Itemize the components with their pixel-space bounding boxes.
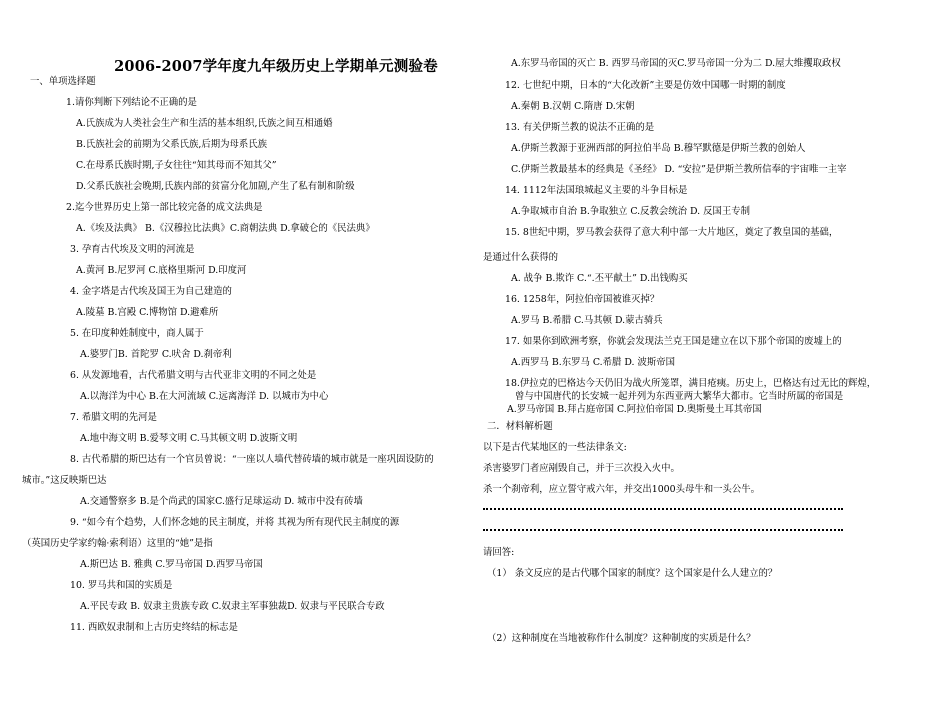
left-text-line: A.陵墓 B.宫殿 C.博物馆 D.避难所 <box>76 307 219 318</box>
right-text-line: A. 战争 B.欺诈 C.“.丕平献土” D.出钱购买 <box>511 273 688 284</box>
right-text-line: 13. 有关伊斯兰教的说法不正确的是 <box>505 122 655 133</box>
right-text-line: 12. 七世纪中期，日本的“大化改新”主要是仿效中国哪一时期的制度 <box>505 80 786 91</box>
answer-dotted-line <box>483 508 843 510</box>
left-text-line: A.以海洋为中心 B.在大河流域 C.远离海洋 D. 以城市为中心 <box>80 391 329 402</box>
right-text-line: 18.伊拉克的巴格达今天仍旧为战火所笼罩，满目疮痍。历史上，巴格达有过无比的辉煌， <box>505 378 877 389</box>
left-text-line: D.父系氏族社会晚期,氏族内部的贫富分化加剧,产生了私有制和阶级 <box>76 181 355 192</box>
left-text-line: （英国历史学家约翰·索利语）这里的“她”是指 <box>22 538 213 549</box>
right-text-line: A.西罗马 B.东罗马 C.希腊 D. 波斯帝国 <box>511 357 676 368</box>
right-text-line: 请回答: <box>483 547 515 558</box>
left-text-line: A.《埃及法典》 B.《汉穆拉比法典》C.商朝法典 D.拿破仑的《民法典》 <box>76 223 375 234</box>
left-text-line: A.黄河 B.尼罗河 C.底格里斯河 D.印度河 <box>76 265 247 276</box>
right-text-line: A.东罗马帝国的灭亡 B. 西罗马帝国的灭C.罗马帝国一分为二 D.屋大维攫取政权 <box>511 58 841 69</box>
left-text-line: 11. 西欧奴隶制和上古历史终结的标志是 <box>70 622 238 633</box>
left-text-line: 6. 从发源地看，古代希腊文明与古代亚非文明的不同之处是 <box>70 370 317 381</box>
right-text-line: A.罗马帝国 B.拜占庭帝国 C.阿拉伯帝国 D.奥斯曼土耳其帝国 <box>507 404 762 415</box>
left-text-line: 9. “如今有个趋势，人们怀念她的民主制度，并将 其视为所有现代民主制度的源 <box>70 517 400 528</box>
right-text-line: A.罗马 B.希腊 C.马其顿 D.蒙古骑兵 <box>511 315 663 326</box>
right-text-line: 杀一个刹帝利，应立誓守戒六年，并交出1000头母牛和一头公牛。 <box>483 484 760 495</box>
left-text-line: A.斯巴达 B. 雅典 C.罗马帝国 D.西罗马帝国 <box>80 559 263 570</box>
left-text-line: 2.迄今世界历史上第一部比较完备的成文法典是 <box>66 202 263 213</box>
left-text-line: 3. 孕育古代埃及文明的河流是 <box>70 244 195 255</box>
right-text-line: 二．材料解析题 <box>487 421 553 432</box>
left-text-line: A.氏族成为人类社会生产和生活的基本组织,氏族之间互相通婚 <box>76 118 333 129</box>
left-text-line: A.地中海文明 B.爱琴文明 C.马其顿文明 D.波斯文明 <box>80 433 298 444</box>
right-text-line: 14. 1112年法国琅城起义主要的斗争目标是 <box>505 185 688 196</box>
right-text-line: （2）这种制度在当地被称作什么制度？这种制度的实质是什么？ <box>487 633 756 644</box>
right-text-line: 曾与中国唐代的长安城一起并列为东西亚两大繁华大都市。它当时所属的帝国是 <box>515 391 844 402</box>
right-text-line: 杀害婆罗门者应剐毁自己，并于三次投入火中。 <box>483 463 680 474</box>
left-text-line: B.氏族社会的前期为父系氏族,后期为母系氏族 <box>76 139 267 150</box>
left-text-line: 5. 在印度种姓制度中，商人属于 <box>70 328 204 339</box>
right-text-line: 16. 1258年，阿拉伯帝国被谁灭掉？ <box>505 294 660 305</box>
left-text-line: A.平民专政 B. 奴隶主贵族专政 C.奴隶主军事独裁D. 奴隶与平民联合专政 <box>80 601 385 612</box>
left-text-line: 4. 金字塔是古代埃及国王为自己建造的 <box>70 286 232 297</box>
left-text-line: 7. 希腊文明的先河是 <box>70 412 157 423</box>
right-text-line: 17. 如果你到欧洲考察，你就会发现法兰克王国是建立在以下那个帝国的废墟上的 <box>505 336 842 347</box>
left-text-line: 城市。”这反映斯巴达 <box>22 475 107 486</box>
left-text-line: 一、单项选择题 <box>30 76 96 87</box>
right-text-line: 是通过什么获得的 <box>483 252 559 263</box>
right-text-line: C.伊斯兰教最基本的经典是《圣经》 D. “安拉”是伊斯兰教所信奉的宇宙唯一主宰 <box>511 164 847 175</box>
left-text-line: 10. 罗马共和国的实质是 <box>70 580 173 591</box>
answer-dotted-line <box>483 529 843 531</box>
right-text-line: A.伊斯兰教源于亚洲西部的阿拉伯半岛 B.穆罕默德是伊斯兰教的创始人 <box>511 143 806 154</box>
left-text-line: A.婆罗门B. 首陀罗 C.吠舍 D.刹帝利 <box>80 349 232 360</box>
left-text-line: 1.请你判断下列结论不正确的是 <box>66 97 197 108</box>
right-text-line: 15. 8世纪中期，罗马教会获得了意大利中部一大片地区，奠定了教皇国的基础， <box>505 227 839 238</box>
exam-title: 2006-2007学年度九年级历史上学期单元测验卷 <box>114 58 438 75</box>
right-text-line: （1） 条文反应的是古代哪个国家的制度？这个国家是什么人建立的？ <box>487 568 778 579</box>
left-text-line: 8. 古代希腊的斯巴达有一个官员曾说：“一座以人墙代替砖墙的城市就是一座巩固设防的 <box>70 454 434 465</box>
right-text-line: A.秦朝 B.汉朝 C.隋唐 D.宋朝 <box>511 101 635 112</box>
left-text-line: C.在母系氏族时期,子女往往“知其母而不知其父” <box>76 160 277 171</box>
right-text-line: 以下是古代某地区的一些法律条文: <box>483 442 627 453</box>
right-text-line: A.争取城市自治 B.争取独立 C.反教会统治 D. 反国王专制 <box>511 206 751 217</box>
left-text-line: A.交通警察多 B.是个尚武的国家C.盛行足球运动 D. 城市中没有砖墙 <box>80 496 363 507</box>
